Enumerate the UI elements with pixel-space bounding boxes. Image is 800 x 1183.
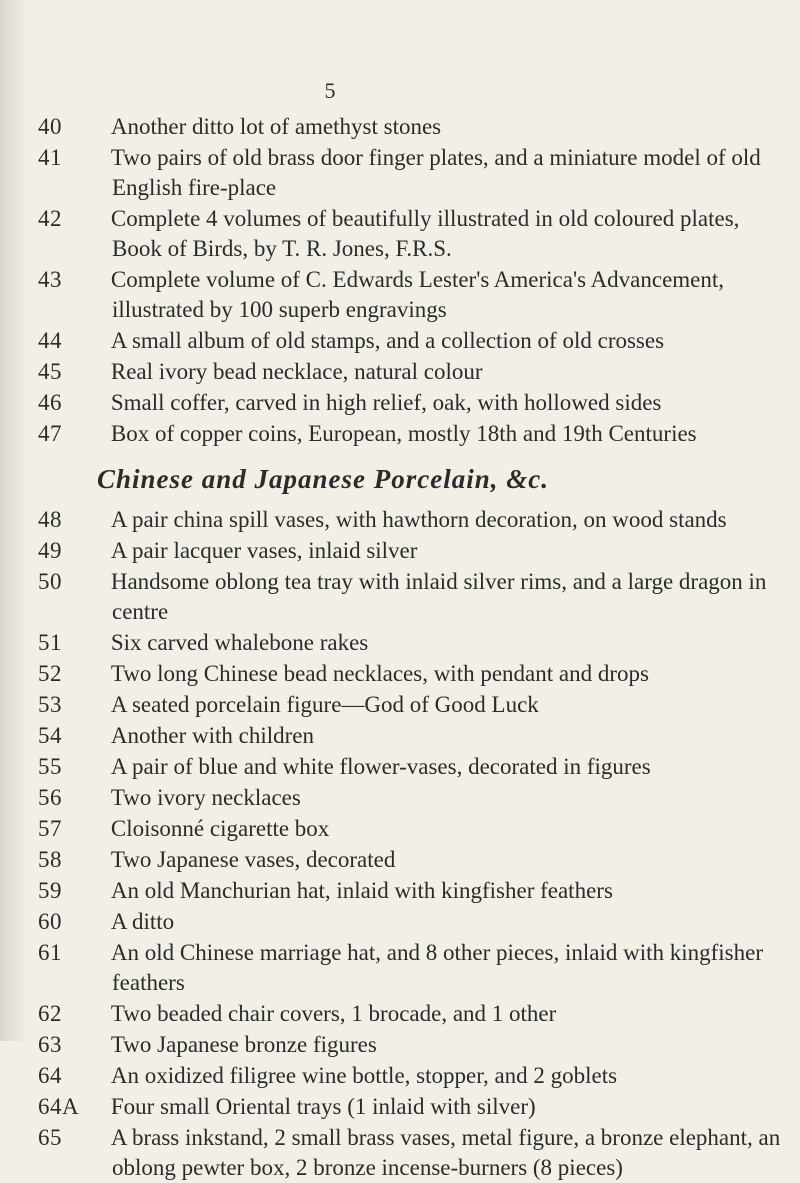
- lot-description: A brass inkstand, 2 small brass vases, metal figure, a bronze elephant, an oblong pewter box, 2 bronze incense-burners (8 pieces): [110, 1125, 781, 1180]
- page-number: 5: [324, 78, 336, 103]
- lot-description: Two Japanese vases, decorated: [110, 847, 396, 872]
- lot-number: 54: [38, 723, 62, 748]
- lot-description: Four small Oriental trays (1 inlaid with silver): [110, 1094, 536, 1119]
- lot-description: Two ivory necklaces: [110, 785, 301, 810]
- lot-number: 44: [38, 328, 62, 353]
- lot-number: 58: [38, 847, 62, 872]
- lot-description: Small coffer, carved in high relief, oak, with hollowed sides: [110, 390, 662, 415]
- lot-number: 47: [38, 421, 62, 446]
- lot-number: 55: [38, 754, 62, 779]
- lot-number: 61: [38, 940, 62, 965]
- lot-number: 53: [38, 692, 62, 717]
- lot-description: Real ivory bead necklace, natural colour: [110, 359, 483, 384]
- lot-description: Six carved whalebone rakes: [110, 630, 369, 655]
- lot-number: 48: [38, 507, 62, 532]
- lot-number: 63: [38, 1032, 62, 1057]
- lot-number: 50: [38, 569, 62, 594]
- section-heading: Chinese and Japanese Porcelain, &c.: [97, 464, 549, 494]
- lot-number: 60: [38, 909, 62, 934]
- lot-number: 62: [38, 1001, 62, 1026]
- lot-number: 45: [38, 359, 62, 384]
- lot-description: An old Chinese marriage hat, and 8 other pieces, inlaid with kingfisher feathers: [110, 940, 763, 995]
- lot-description: Complete 4 volumes of beautifully illustrated in old coloured plates, Book of Birds, by T. R. Jones, F.R.S.: [110, 206, 740, 261]
- lot-description: A pair china spill vases, with hawthorn decoration, on wood stands: [110, 507, 727, 532]
- lot-description: Two Japanese bronze figures: [110, 1032, 377, 1057]
- lot-description: An oxidized filigree wine bottle, stopper, and 2 goblets: [110, 1063, 618, 1088]
- lot-number: 42: [38, 206, 62, 231]
- lot-description: A seated porcelain figure—God of Good Luck: [110, 692, 539, 717]
- lot-number: 40: [38, 114, 62, 139]
- lot-description: A pair of blue and white flower-vases, decorated in figures: [110, 754, 651, 779]
- lot-description: A small album of old stamps, and a collection of old crosses: [110, 328, 665, 353]
- lot-number: 49: [38, 538, 62, 563]
- lot-number: 52: [38, 661, 62, 686]
- lot-description: Cloisonné cigarette box: [110, 816, 330, 841]
- lot-number: 41: [38, 145, 62, 170]
- lot-description: Complete volume of C. Edwards Lester's America's Advancement, illustrated by 100 superb engravings: [110, 267, 725, 322]
- lot-number: 64: [38, 1063, 62, 1088]
- lot-number: 65: [38, 1125, 62, 1150]
- lot-description: Another with children: [110, 723, 314, 748]
- lot-description: A ditto: [110, 909, 175, 934]
- lot-number: 46: [38, 390, 62, 415]
- lot-description: Two pairs of old brass door finger plates, and a miniature model of old English fire-place: [110, 145, 761, 200]
- lot-description: Two beaded chair covers, 1 brocade, and 1 other: [110, 1001, 557, 1026]
- lot-description: Box of copper coins, European, mostly 18th and 19th Centuries: [110, 421, 697, 446]
- lot-description: Two long Chinese bead necklaces, with pendant and drops: [110, 661, 649, 686]
- lot-description: Another ditto lot of amethyst stones: [110, 114, 442, 139]
- lot-number: 59: [38, 878, 62, 903]
- page-spine-shadow: [0, 0, 24, 1041]
- lot-description: Handsome oblong tea tray with inlaid silver rims, and a large dragon in centre: [110, 569, 767, 624]
- lot-number: 64A: [38, 1094, 80, 1119]
- lot-number: 43: [38, 267, 62, 292]
- lot-description: A pair lacquer vases, inlaid silver: [110, 538, 418, 563]
- lot-number: 51: [38, 630, 62, 655]
- lot-number: 56: [38, 785, 62, 810]
- lot-number: 57: [38, 816, 62, 841]
- lot-description: An old Manchurian hat, inlaid with kingfisher feathers: [110, 878, 613, 903]
